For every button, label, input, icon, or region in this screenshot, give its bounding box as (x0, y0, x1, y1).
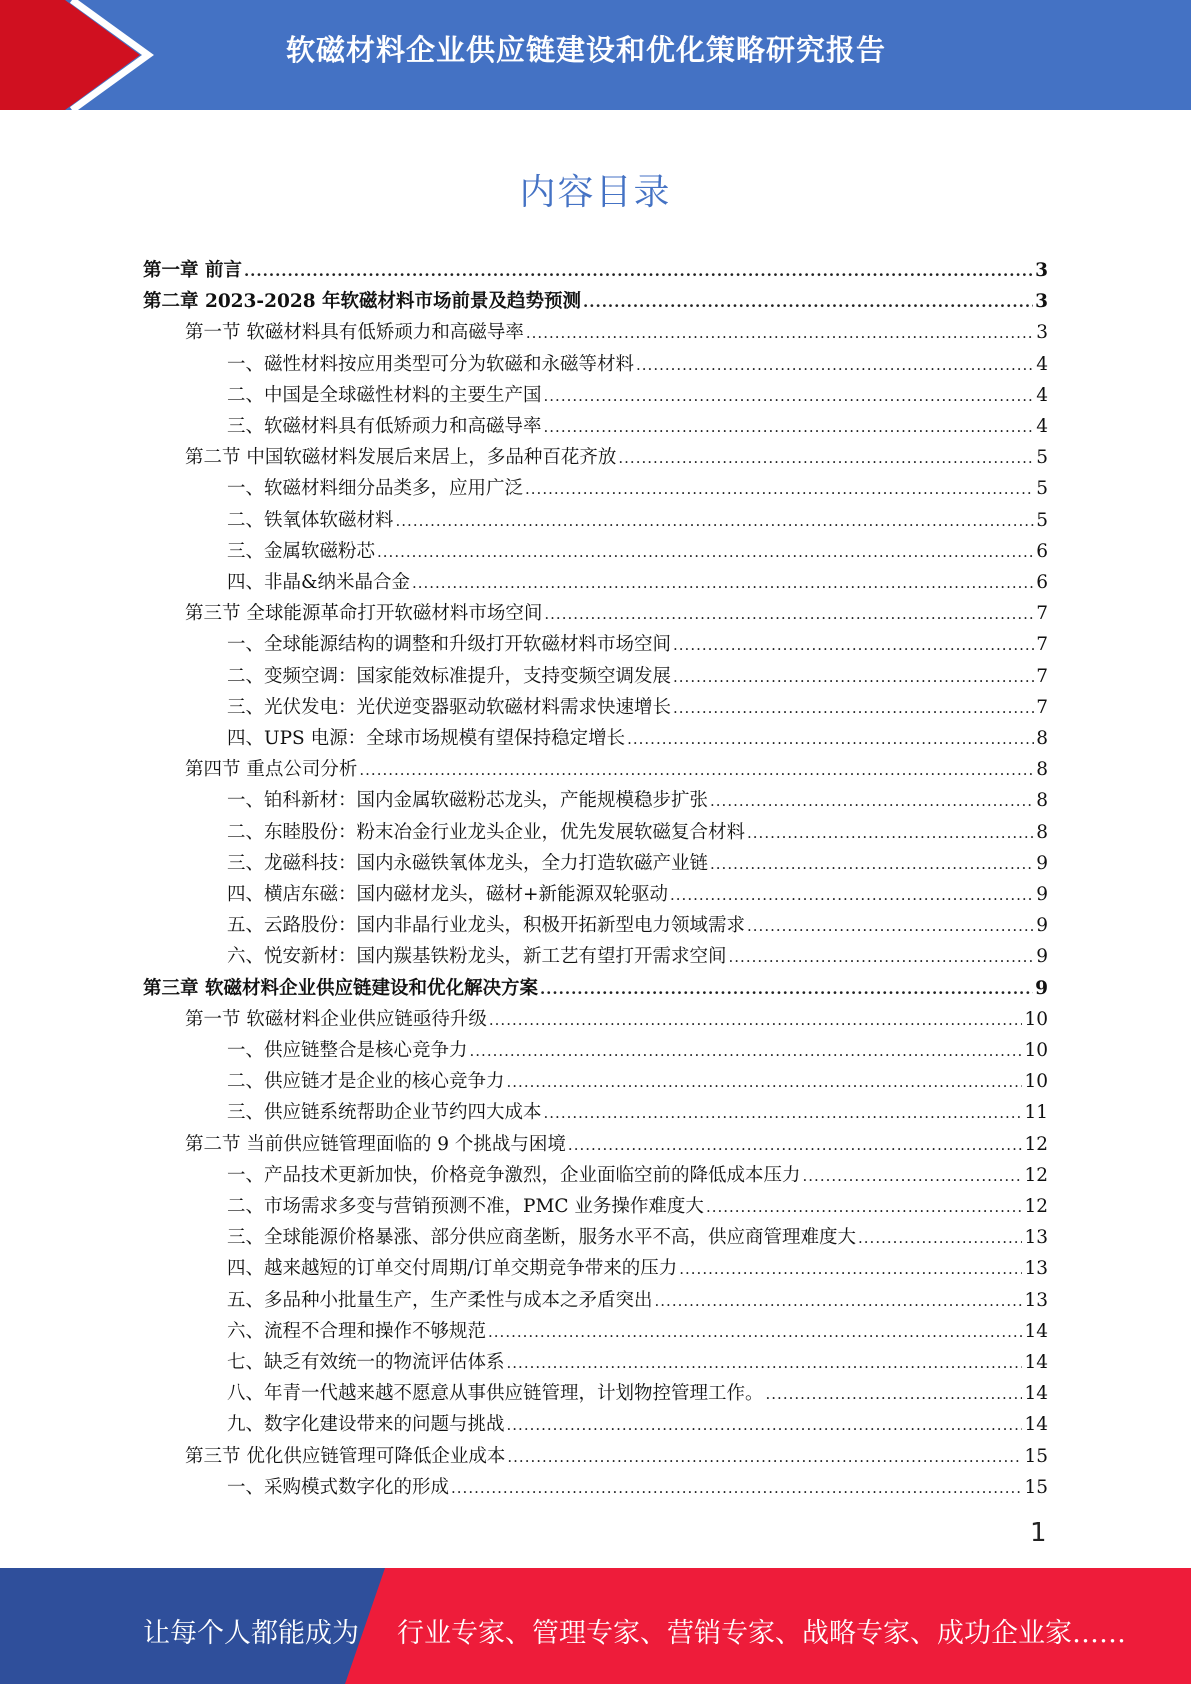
toc-entry[interactable] (227, 1191, 1048, 1222)
toc-entry-title: 七、缺乏有效统一的物流评估体系 (227, 1352, 505, 1373)
toc-entry-page: 3 (1036, 322, 1048, 344)
toc-dot-leader (803, 1161, 1023, 1192)
toc-entry[interactable] (227, 349, 1048, 380)
toc-entry-page: 8 (1036, 790, 1048, 812)
toc-entry-title: 一、采购模式数字化的形成 (227, 1476, 450, 1498)
toc-entry-title: 第四节 重点公司分析 (185, 759, 358, 781)
toc-dot-leader (507, 1067, 1023, 1098)
toc-dot-leader (507, 1442, 1022, 1473)
toc-entry-title: 第二节 中国软磁材料发展后来居上，多品种百花齐放 (185, 447, 617, 469)
toc-entry[interactable] (227, 1097, 1048, 1128)
toc-dot-leader (544, 381, 1035, 412)
toc-entry-page: 9 (1036, 946, 1048, 968)
toc-dot-leader (747, 911, 1034, 942)
toc-entry[interactable] (185, 1441, 1048, 1472)
toc-entry-title: 第一节 软磁材料具有低矫顽力和高磁导率 (185, 322, 524, 344)
toc-entry-title: 二、铁氧体软磁材料 (227, 509, 394, 531)
toc-entry-title: 六、流程不合理和操作不够规范 (227, 1320, 487, 1342)
toc-dot-leader (244, 256, 1033, 287)
toc-entry-title: 四、UPS 电源：全球市场规模有望保持稳定增长 (227, 728, 626, 749)
toc-entry[interactable] (185, 442, 1048, 473)
toc-dot-leader (627, 724, 1034, 755)
toc-entry-page: 4 (1036, 384, 1048, 406)
toc-entry-title: 第三节 全球能源革命打开软磁材料市场空间 (185, 603, 543, 625)
toc-entry-page: 15 (1024, 1476, 1048, 1498)
toc-entry-title: 一、铂科新材：国内金属软磁粉芯龙头，产能规模稳步扩张 (227, 790, 709, 812)
toc-dot-leader (729, 942, 1035, 973)
toc-entry-page: 14 (1024, 1352, 1048, 1373)
toc-dot-leader (544, 1098, 1023, 1129)
toc-entry-page: 12 (1024, 1164, 1048, 1186)
toc-dot-leader (679, 1254, 1022, 1285)
toc-entry-title: 一、全球能源结构的调整和升级打开软磁材料市场空间 (227, 634, 672, 656)
toc-entry[interactable] (227, 1035, 1048, 1066)
toc-entry-title: 一、供应链整合是核心竞争力 (227, 1040, 468, 1061)
toc-dot-leader (766, 1379, 1023, 1410)
header-banner (0, 0, 1191, 110)
toc-entry[interactable] (227, 1347, 1048, 1378)
toc-entry-page: 13 (1024, 1227, 1048, 1249)
toc-entry-page: 13 (1024, 1289, 1048, 1311)
toc-entry-page: 10 (1024, 1071, 1048, 1093)
toc-entry-page: 8 (1036, 728, 1048, 749)
footer-slogan-left: 让每个人都能成为 (143, 1618, 359, 1649)
toc-entry-page: 8 (1036, 759, 1048, 781)
toc-dot-leader (488, 1317, 1022, 1348)
header-title: 软磁材料企业供应链建设和优化策略研究报告 (286, 33, 887, 67)
toc-entry-page: 4 (1036, 353, 1048, 375)
toc-entry-title: 三、供应链系统帮助企业节约四大成本 (227, 1102, 542, 1124)
toc-entry-page: 7 (1036, 603, 1048, 625)
toc-entry-title: 一、产品技术更新加快，价格竞争激烈，企业面临空前的降低成本压力 (227, 1164, 801, 1186)
toc-entry[interactable] (227, 1066, 1048, 1097)
toc-entry-page: 7 (1036, 696, 1048, 718)
toc-dot-leader (710, 849, 1034, 880)
footer-banner (0, 1568, 1191, 1684)
toc-entry-title: 三、金属软磁粉芯 (227, 540, 376, 562)
toc-entry[interactable] (227, 1222, 1048, 1253)
toc-dot-leader (412, 568, 1034, 599)
toc-entry-title: 九、数字化建设带来的问题与挑战 (227, 1414, 505, 1436)
toc-dot-leader (568, 1130, 1023, 1161)
toc-dot-leader (526, 318, 1034, 349)
toc-entry[interactable] (227, 661, 1048, 692)
toc-dot-leader (470, 1036, 1023, 1067)
toc-entry-page: 12 (1024, 1196, 1048, 1217)
toc-entry-title: 第二节 当前供应链管理面临的 9 个挑战与困境 (185, 1133, 566, 1155)
toc-entry-page: 4 (1036, 416, 1048, 437)
toc-entry[interactable] (185, 754, 1048, 785)
toc-entry-page: 3 (1035, 260, 1048, 281)
toc-entry-page: 14 (1024, 1414, 1048, 1436)
toc-dot-leader (673, 662, 1034, 693)
toc-entry[interactable] (227, 848, 1048, 879)
toc-entry[interactable] (227, 536, 1048, 567)
toc-entry-page: 9 (1036, 915, 1048, 937)
toc-dot-leader (507, 1410, 1023, 1441)
toc-entry-page: 14 (1024, 1320, 1048, 1342)
toc-entry-title: 四、横店东磁：国内磁材龙头，磁材+新能源双轮驱动 (227, 884, 669, 905)
toc-entry[interactable] (227, 567, 1048, 598)
toc-entry-page: 6 (1036, 572, 1048, 593)
toc-entry[interactable] (227, 629, 1048, 660)
toc-dot-leader (747, 818, 1034, 849)
toc-entry-page: 13 (1024, 1258, 1048, 1280)
toc-entry[interactable] (227, 723, 1048, 754)
toc-dot-leader (858, 1223, 1022, 1254)
toc-entry-title: 二、东睦股份：粉末冶金行业龙头企业，优先发展软磁复合材料 (227, 821, 746, 843)
toc-entry-page: 10 (1024, 1008, 1048, 1030)
toc-entry-title: 二、市场需求多变与营销预测不准，PMC 业务操作难度大 (227, 1196, 704, 1217)
toc-dot-leader (618, 443, 1034, 474)
toc-dot-leader (670, 880, 1034, 911)
toc-entry[interactable] (227, 692, 1048, 723)
toc-entry[interactable] (227, 1472, 1048, 1503)
toc-entry-title: 三、光伏发电：光伏逆变器驱动软磁材料需求快速增长 (227, 696, 672, 718)
toc-entry-title: 第三节 优化供应链管理可降低企业成本 (185, 1445, 506, 1467)
toc-entry-page: 7 (1036, 665, 1048, 687)
toc-entry-title: 二、中国是全球磁性材料的主要生产国 (227, 384, 542, 406)
toc-entry[interactable] (227, 1409, 1048, 1440)
toc-entry[interactable] (227, 1285, 1048, 1316)
toc-dot-leader (544, 599, 1034, 630)
toc-entry-page: 8 (1036, 821, 1048, 843)
toc-dot-leader (540, 974, 1033, 1005)
toc-entry[interactable] (227, 411, 1048, 442)
toc-dot-leader (451, 1473, 1022, 1504)
toc-entry-title: 四、非晶&纳米晶合金 (227, 572, 410, 593)
toc-entry-title: 二、供应链才是企业的核心竞争力 (227, 1071, 505, 1093)
toc-dot-leader (673, 693, 1034, 724)
toc-dot-leader (636, 350, 1034, 381)
toc-entry-page: 5 (1036, 509, 1048, 531)
toc-entry[interactable] (185, 317, 1048, 348)
toc-entry-page: 11 (1024, 1102, 1048, 1124)
toc-entry-page: 14 (1024, 1383, 1048, 1405)
toc-entry-title: 一、软磁材料细分品类多，应用广泛 (227, 478, 524, 500)
toc-entry[interactable] (185, 598, 1048, 629)
toc-dot-leader (377, 537, 1034, 568)
toc-entry-title: 八、年青一代越来越不愿意从事供应链管理，计划物控管理工作。 (227, 1383, 764, 1405)
toc-entry[interactable] (227, 1253, 1048, 1284)
toc-entry-title: 二、变频空调：国家能效标准提升，支持变频空调发展 (227, 665, 672, 687)
toc-entry-page: 5 (1036, 447, 1048, 469)
page-number: 1 (1030, 1518, 1047, 1548)
toc-entry-page: 10 (1024, 1040, 1048, 1061)
toc-entry-title: 五、多品种小批量生产，生产柔性与成本之矛盾突出 (227, 1289, 653, 1311)
toc-entry[interactable] (227, 1316, 1048, 1347)
footer-slogan-right: 行业专家、管理专家、营销专家、战略专家、成功企业家…… (397, 1618, 1126, 1649)
toc-dot-leader (673, 630, 1034, 661)
toc-entry[interactable] (227, 941, 1048, 972)
toc-entry[interactable] (185, 1129, 1048, 1160)
toc-entry[interactable] (227, 785, 1048, 816)
toc-entry-page: 9 (1036, 852, 1048, 874)
toc-dot-leader (396, 506, 1035, 537)
toc-heading: 内容目录 (519, 172, 672, 213)
toc-entry[interactable] (143, 286, 1048, 317)
toc-entry[interactable] (227, 1378, 1048, 1409)
toc-entry[interactable] (227, 1160, 1048, 1191)
toc-entry-title: 第三章 软磁材料企业供应链建设和优化解决方案 (143, 977, 538, 999)
toc-entry-title: 三、龙磁科技：国内永磁铁氧体龙头，全力打造软磁产业链 (227, 852, 709, 874)
toc-entry[interactable] (227, 910, 1048, 941)
toc-entry-title: 第一节 软磁材料企业供应链亟待升级 (185, 1008, 487, 1030)
toc-entry-page: 5 (1036, 478, 1048, 500)
toc-entry[interactable] (227, 505, 1048, 536)
toc-entry[interactable] (227, 817, 1048, 848)
toc-entry[interactable] (143, 973, 1048, 1004)
toc-dot-leader (706, 1192, 1023, 1223)
toc-dot-leader (489, 1005, 1023, 1036)
toc-entry-title: 五、云路股份：国内非晶行业龙头，积极开拓新型电力领域需求 (227, 915, 746, 937)
toc-entry-page: 9 (1035, 977, 1048, 999)
toc-dot-leader (544, 412, 1035, 443)
toc-dot-leader (359, 755, 1034, 786)
toc-entry[interactable] (143, 255, 1048, 286)
toc-entry-title: 第一章 前言 (143, 260, 242, 281)
toc-dot-leader (525, 474, 1034, 505)
toc-entry-title: 六、悦安新材：国内羰基铁粉龙头，新工艺有望打开需求空间 (227, 946, 727, 968)
toc-entry-title: 第二章 2023-2028 年软磁材料市场前景及趋势预测 (143, 291, 582, 313)
header-red-chevron (0, 0, 140, 110)
toc-entry-title: 三、软磁材料具有低矫顽力和高磁导率 (227, 416, 542, 437)
toc-entry-title: 四、越来越短的订单交付周期/订单交期竞争带来的压力 (227, 1258, 678, 1280)
toc-entry-page: 3 (1035, 291, 1048, 313)
toc-entry-title: 一、磁性材料按应用类型可分为软磁和永磁等材料 (227, 353, 635, 375)
toc-dot-leader (583, 287, 1033, 318)
toc-entry-page: 9 (1036, 884, 1048, 905)
toc-entry-page: 15 (1024, 1445, 1048, 1467)
toc-entry-page: 12 (1024, 1133, 1048, 1155)
toc-entry[interactable] (185, 1004, 1048, 1035)
toc-dot-leader (507, 1348, 1023, 1379)
toc-dot-leader (655, 1286, 1023, 1317)
toc-entry-page: 7 (1036, 634, 1048, 656)
toc-entry-title: 三、全球能源价格暴涨、部分供应商垄断，服务水平不高，供应商管理难度大 (227, 1227, 857, 1249)
toc-entry[interactable] (227, 380, 1048, 411)
toc-dot-leader (710, 786, 1034, 817)
toc-entry-page: 6 (1036, 540, 1048, 562)
toc-entry[interactable] (227, 879, 1048, 910)
toc-entry[interactable] (227, 473, 1048, 504)
